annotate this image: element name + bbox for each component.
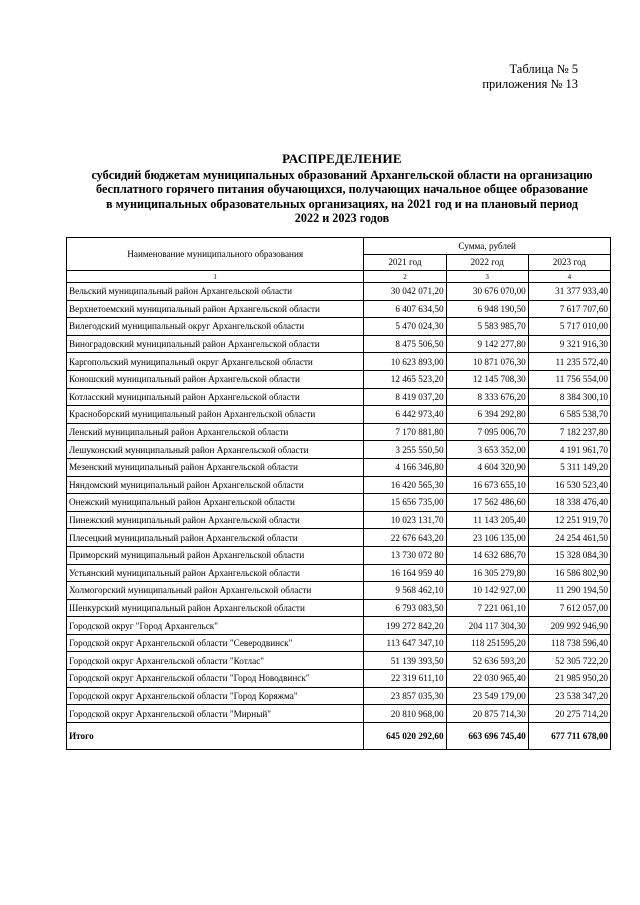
amount-2021: 16 164 959 40 [364,564,446,582]
amount-2022: 5 583 985,70 [446,318,528,336]
amount-2023: 11 235 572,40 [528,353,610,371]
amount-2021: 20 810 968,00 [364,705,446,723]
table-number: Таблица № 5 [509,62,578,76]
table-row [67,476,611,494]
amount-2022: 16 305 279,80 [446,564,528,582]
amount-2021: 22 319 611,10 [364,670,446,688]
table-row [67,300,611,318]
amount-2021: 113 647 347,10 [364,634,446,652]
amount-2023: 52 305 722,20 [528,652,610,670]
municipality-name: Холмогорский муниципальный район Архангельской области [67,582,364,600]
amount-2021: 199 272 842,20 [364,617,446,635]
amount-2022: 23 106 135,00 [446,529,528,547]
table-row [67,511,611,529]
amount-2021: 15 656 735,00 [364,494,446,512]
table-row [67,458,611,476]
amount-2021: 13 730 072 80 [364,546,446,564]
amount-2023: 23 538 347,20 [528,687,610,705]
table-row [67,283,611,301]
amount-2022: 14 632 686,70 [446,546,528,564]
amount-2023: 5 717 010,00 [528,318,610,336]
municipality-name: Шенкурский муниципальный район Архангельской области [67,599,364,617]
title-line: бесплатного горячего питания обучающихся, получающих начальное общее образование [96,182,588,197]
municipality-name: Красноборский муниципальный район Архангельской области [67,406,364,424]
amount-2023: 24 254 461,50 [528,529,610,547]
title-line: 2022 и 2023 годов [294,211,390,226]
table-row [67,335,611,353]
column-index: 4 [528,271,610,283]
municipality-name: Ленский муниципальный район Архангельской области [67,423,364,441]
amount-2021: 8 475 506,50 [364,335,446,353]
amount-2023: 12 251 919,70 [528,511,610,529]
amount-2022: 22 030 965,40 [446,670,528,688]
amount-2021: 30 042 071,20 [364,283,446,301]
table-row [67,705,611,723]
table-row [67,617,611,635]
amount-2021: 16 420 565,30 [364,476,446,494]
amount-2022: 10 871 076,30 [446,353,528,371]
column-index: 2 [364,271,446,283]
amount-2021: 10 623 893,00 [364,353,446,371]
total-label: Итого [67,722,364,749]
amount-2021: 6 407 634,50 [364,300,446,318]
amount-2022: 52 636 593,20 [446,652,528,670]
amount-2023: 7 612 057,00 [528,599,610,617]
total-row [67,722,611,749]
amount-2023: 18 338 476,40 [528,494,610,512]
amount-2023: 11 290 194,50 [528,582,610,600]
amount-2023: 20 275 714,20 [528,705,610,723]
table-body [67,283,611,723]
title-line: субсидий бюджетам муниципальных образований Архангельской области на организацию [91,167,593,182]
total-2023: 677 711 678,00 [528,722,610,749]
amount-2022: 7 095 006,70 [446,423,528,441]
amount-2021: 10 023 131,70 [364,511,446,529]
amount-2021: 8 419 037,20 [364,388,446,406]
column-header-sum: Сумма, рублей [364,238,611,255]
table-row [67,388,611,406]
amount-2022: 11 143 205,40 [446,511,528,529]
municipality-name: Устьянский муниципальный район Архангельской области [67,564,364,582]
amount-2023: 118 738 596,40 [528,634,610,652]
amount-2022: 17 562 486,60 [446,494,528,512]
municipality-name: Коношский муниципальный район Архангельской области [67,370,364,388]
appendix-number: приложения № 13 [482,77,578,91]
amount-2023: 16 530 523,40 [528,476,610,494]
table-row [67,670,611,688]
amount-2022: 204 117 304,30 [446,617,528,635]
municipality-name: Городской округ Архангельской области "Северодвинск" [67,634,364,652]
amount-2023: 31 377 933,40 [528,283,610,301]
amount-2023: 21 985 950,20 [528,670,610,688]
document-title [56,152,628,226]
amount-2021: 22 676 643,20 [364,529,446,547]
table-row [67,406,611,424]
table-row [67,582,611,600]
amount-2023: 7 182 237,80 [528,423,610,441]
amount-2023: 15 328 084,30 [528,546,610,564]
amount-2023: 11 756 554,00 [528,370,610,388]
amount-2022: 20 875 714,30 [446,705,528,723]
table-reference [482,62,578,92]
municipality-name: Пинежский муниципальный район Архангельской области [67,511,364,529]
municipality-name: Няндомский муниципальный район Архангельской области [67,476,364,494]
column-header-2023: 2023 год [528,254,610,271]
amount-2022: 30 676 070,00 [446,283,528,301]
column-header-2022: 2022 год [446,254,528,271]
table-row [67,599,611,617]
amount-2022: 16 673 655,10 [446,476,528,494]
amount-2021: 23 857 035,30 [364,687,446,705]
amount-2022: 118 251595,20 [446,634,528,652]
amount-2021: 6 793 083,50 [364,599,446,617]
table-row [67,546,611,564]
municipality-name: Плесецкий муниципальный район Архангельской области [67,529,364,547]
amount-2023: 5 311 149,20 [528,458,610,476]
municipality-name: Каргопольский муниципальный округ Архангельской области [67,353,364,371]
total-2022: 663 696 745,40 [446,722,528,749]
amount-2022: 12 145 708,30 [446,370,528,388]
column-index: 1 [67,271,364,283]
column-header-name: Наименование муниципального образования [67,238,364,271]
table-row [67,529,611,547]
municipality-name: Городской округ Архангельской области "Котлас" [67,652,364,670]
table-row [67,353,611,371]
amount-2022: 4 604 320,90 [446,458,528,476]
amount-2023: 16 586 802,90 [528,564,610,582]
amount-2021: 7 170 881,80 [364,423,446,441]
amount-2023: 4 191 961,70 [528,441,610,459]
municipality-name: Онежский муниципальный район Архангельской области [67,494,364,512]
municipality-name: Городской округ Архангельской области "Мирный" [67,705,364,723]
total-2021: 645 020 292,60 [364,722,446,749]
amount-2021: 5 470 024,30 [364,318,446,336]
amount-2022: 6 394 292,80 [446,406,528,424]
table-row [67,441,611,459]
column-header-2021: 2021 год [364,254,446,271]
amount-2022: 8 333 676,20 [446,388,528,406]
table-row [67,318,611,336]
column-index-row [67,271,611,283]
municipality-name: Котласский муниципальный район Архангельской области [67,388,364,406]
table-row [67,494,611,512]
amount-2021: 6 442 973,40 [364,406,446,424]
amount-2021: 9 568 462,10 [364,582,446,600]
table-row [67,423,611,441]
title-line: в муниципальных образовательных организациях, на 2021 год и на плановый период [105,196,579,211]
municipality-name: Городской округ "Город Архангельск" [67,617,364,635]
amount-2022: 9 142 277,80 [446,335,528,353]
municipality-name: Лешуконский муниципальный район Архангельской области [67,441,364,459]
municipality-name: Городской округ Архангельской области "Город Коряжма" [67,687,364,705]
table-row [67,687,611,705]
amount-2021: 12 465 523,20 [364,370,446,388]
table-row [67,634,611,652]
amount-2022: 7 221 061,10 [446,599,528,617]
table-row [67,370,611,388]
amount-2022: 23 549 179,00 [446,687,528,705]
amount-2021: 3 255 550,50 [364,441,446,459]
municipality-name: Вельский муниципальный район Архангельской области [67,283,364,301]
amount-2021: 4 166 346,80 [364,458,446,476]
table-row [67,652,611,670]
amount-2022: 3 653 352,00 [446,441,528,459]
amount-2023: 8 384 300,10 [528,388,610,406]
subsidy-table [66,237,611,750]
amount-2021: 51 139 393,50 [364,652,446,670]
municipality-name: Городской округ Архангельской области "Город Новодвинск" [67,670,364,688]
municipality-name: Приморский муниципальный район Архангельской области [67,546,364,564]
amount-2022: 10 142 927,00 [446,582,528,600]
amount-2023: 7 617 707,60 [528,300,610,318]
amount-2023: 209 992 946,90 [528,617,610,635]
amount-2023: 9 321 916,30 [528,335,610,353]
municipality-name: Вилегодский муниципальный округ Архангельской области [67,318,364,336]
municipality-name: Виноградовский муниципальный район Архангельской области [67,335,364,353]
municipality-name: Верхнетоемский муниципальный район Архангельской области [67,300,364,318]
amount-2023: 6 585 538,70 [528,406,610,424]
table-row [67,564,611,582]
amount-2022: 6 948 190,50 [446,300,528,318]
column-index: 3 [446,271,528,283]
title-heading: РАСПРЕДЕЛЕНИЕ [282,151,402,166]
municipality-name: Мезенский муниципальный район Архангельской области [67,458,364,476]
